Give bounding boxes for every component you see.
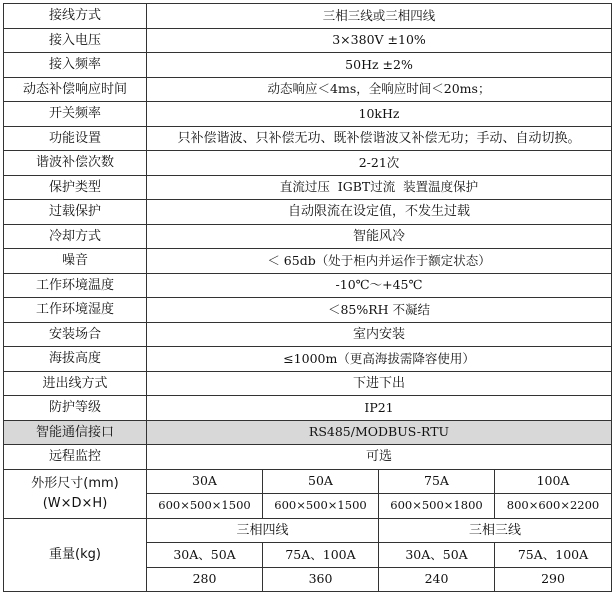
row-value: 自动限流在设定值，不发生过载 [147, 200, 612, 225]
weight-value: 280 [147, 567, 263, 592]
row-label: 接入频率 [4, 53, 147, 78]
table-row [4, 200, 612, 225]
row-value: ＜ 65db（处于柜内并运作于额定状态） [147, 249, 612, 274]
row-label: 海拔高度 [4, 347, 147, 372]
row-label: 工作环境湿度 [4, 298, 147, 323]
row-value: 直流过压 IGBT过流 装置温度保护 [147, 175, 612, 200]
row-label: 动态补偿响应时间 [4, 77, 147, 102]
weight-value: 290 [495, 567, 612, 592]
row-label: 谐波补偿次数 [4, 151, 147, 176]
table-row [4, 126, 612, 151]
weight-group: 三相四线 [147, 518, 379, 543]
weight-group: 三相三线 [379, 518, 612, 543]
dimensions-current-row [4, 469, 612, 494]
weight-value: 240 [379, 567, 495, 592]
table-row [4, 322, 612, 347]
table-row [4, 53, 612, 78]
weight-label: 重量(kg) [4, 518, 147, 592]
table-row [4, 77, 612, 102]
weight-group-row [4, 518, 612, 543]
table-row [4, 396, 612, 421]
row-value: 3×380V ±10% [147, 28, 612, 53]
row-value: 室内安装 [147, 322, 612, 347]
row-label: 接线方式 [4, 4, 147, 29]
dimensions-current: 100A [495, 469, 612, 494]
spec-table [3, 3, 612, 592]
row-label: 过载保护 [4, 200, 147, 225]
row-value: 50Hz ±2% [147, 53, 612, 78]
row-label: 远程监控 [4, 445, 147, 470]
table-row [4, 102, 612, 127]
row-label: 接入电压 [4, 28, 147, 53]
table-row [4, 151, 612, 176]
table-row [4, 4, 612, 29]
table-row [4, 371, 612, 396]
row-label: 保护类型 [4, 175, 147, 200]
dimensions-label [4, 469, 147, 518]
row-value: 智能风冷 [147, 224, 612, 249]
dimensions-size: 800×600×2200 [495, 494, 612, 519]
table-row [4, 273, 612, 298]
row-label: 冷却方式 [4, 224, 147, 249]
row-value: -10℃～+45℃ [147, 273, 612, 298]
dimensions-size: 600×500×1500 [147, 494, 263, 519]
row-label: 工作环境温度 [4, 273, 147, 298]
weight-value: 360 [263, 567, 379, 592]
row-value: ≤1000m（更高海拔需降容使用） [147, 347, 612, 372]
row-value: RS485/MODBUS-RTU [147, 420, 612, 445]
row-value: 可选 [147, 445, 612, 470]
row-label: 安装场合 [4, 322, 147, 347]
dimensions-current: 30A [147, 469, 263, 494]
weight-current: 75A、100A [495, 543, 612, 568]
row-value: IP21 [147, 396, 612, 421]
dimensions-size: 600×500×1800 [379, 494, 495, 519]
row-label: 进出线方式 [4, 371, 147, 396]
table-row [4, 445, 612, 470]
row-label: 开关频率 [4, 102, 147, 127]
table-row-highlighted [4, 420, 612, 445]
dimensions-label-line2: (W×D×H) [42, 495, 108, 511]
dimensions-current: 50A [263, 469, 379, 494]
row-value: 2-21次 [147, 151, 612, 176]
dimensions-label-line1: 外形尺寸(mm) [31, 476, 119, 491]
row-value: 动态响应＜4ms，全响应时间＜20ms； [147, 77, 612, 102]
row-value: 三相三线或三相四线 [147, 4, 612, 29]
spec-table-container [3, 3, 611, 592]
table-row [4, 298, 612, 323]
row-value: ＜85%RH 不凝结 [147, 298, 612, 323]
dimensions-size: 600×500×1500 [263, 494, 379, 519]
weight-current: 30A、50A [147, 543, 263, 568]
row-label: 噪音 [4, 249, 147, 274]
row-label: 智能通信接口 [4, 420, 147, 445]
dimensions-current: 75A [379, 469, 495, 494]
table-row [4, 175, 612, 200]
table-row [4, 249, 612, 274]
row-label: 防护等级 [4, 396, 147, 421]
row-value: 只补偿谐波、只补偿无功、既补偿谐波又补偿无功；手动、自动切换。 [147, 126, 612, 151]
row-value: 下进下出 [147, 371, 612, 396]
row-label: 功能设置 [4, 126, 147, 151]
table-row [4, 347, 612, 372]
row-value: 10kHz [147, 102, 612, 127]
weight-current: 75A、100A [263, 543, 379, 568]
table-row [4, 224, 612, 249]
weight-current: 30A、50A [379, 543, 495, 568]
table-row [4, 28, 612, 53]
